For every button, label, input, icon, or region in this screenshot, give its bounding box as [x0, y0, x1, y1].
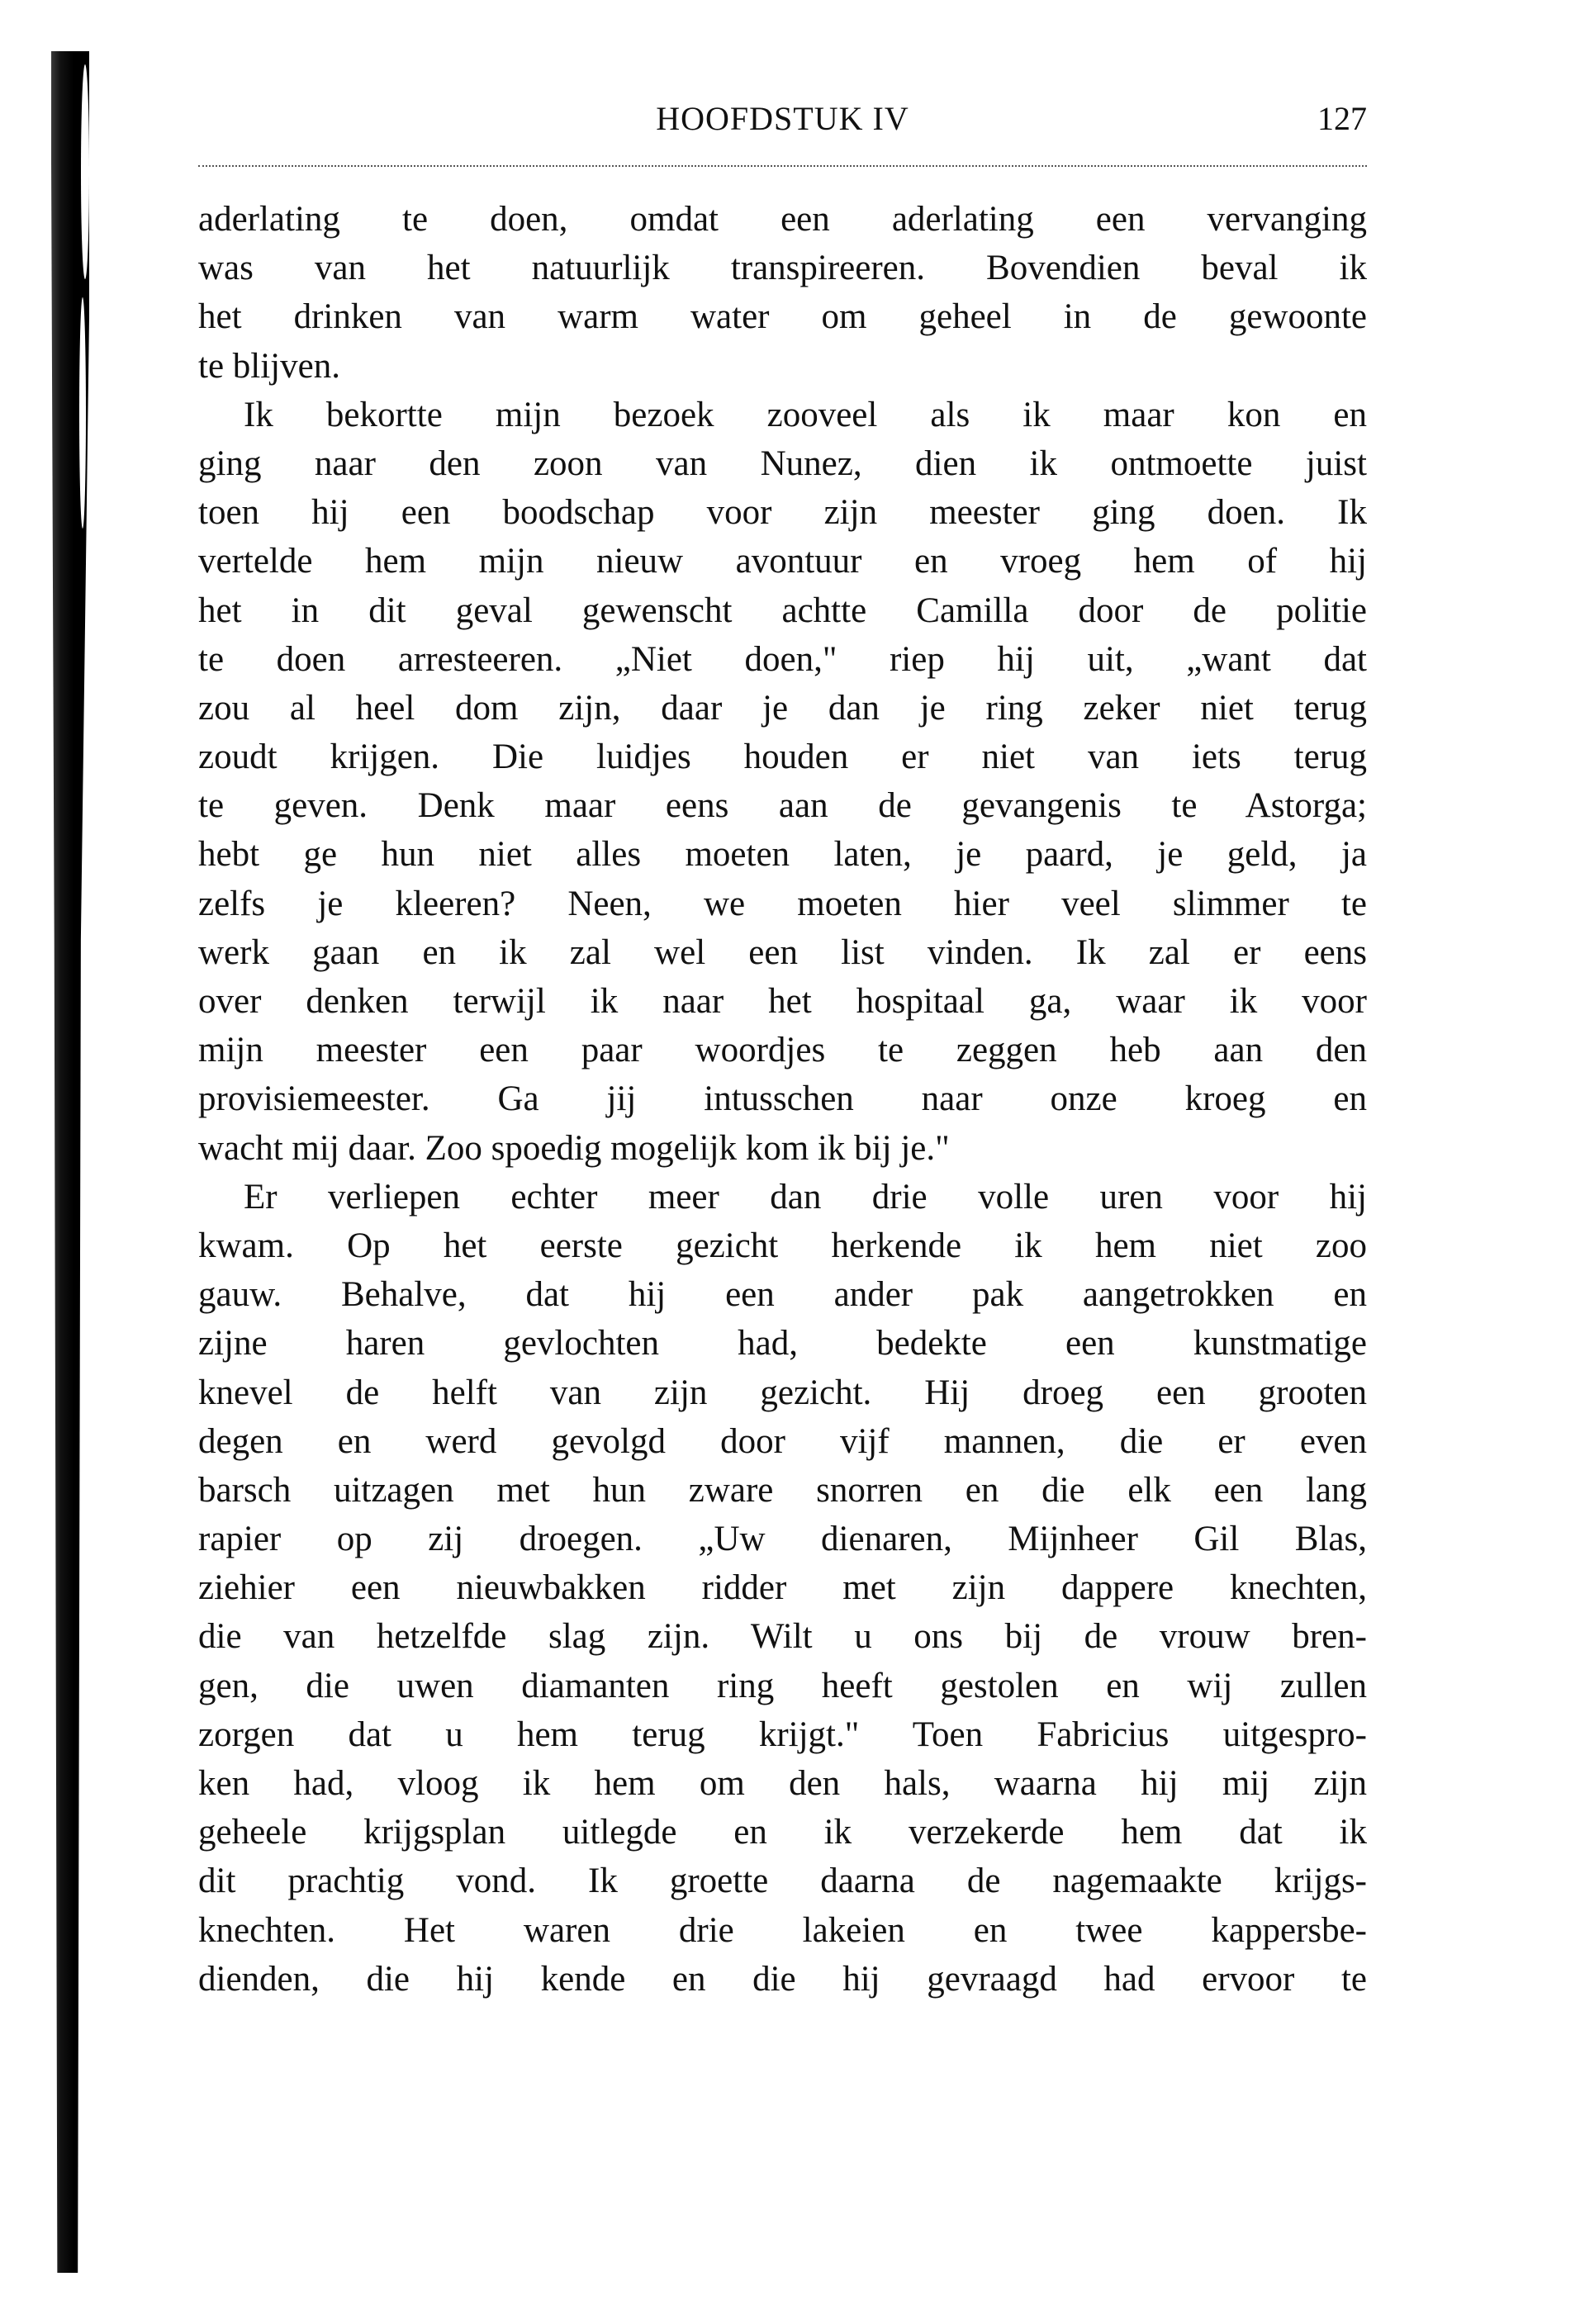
- text-line: zijne haren gevlochten had, bedekte een kunstmatige: [198, 1324, 1367, 1364]
- text-line: toen hij een boodschap voor zijn meester ging doen. Ik: [198, 493, 1367, 533]
- paragraph: [198, 391, 1367, 1173]
- text-line: aderlating te doen, omdat een aderlating een vervanging: [198, 200, 1367, 239]
- text-line: ken had, vloog ik hem om den hals, waarna hij mij zijn: [198, 1764, 1367, 1803]
- text-line: degen en werd gevolgd door vijf mannen, die er even: [198, 1421, 1367, 1461]
- text-line: het in dit geval gewenscht achtte Camilla door de politie: [198, 590, 1367, 630]
- text-line: zou al heel dom zijn, daar je dan je ring zeker niet terug: [198, 688, 1367, 728]
- binding-highlight: [81, 64, 89, 279]
- running-head: [198, 99, 1367, 149]
- binding-highlight: [79, 297, 86, 529]
- text-line: gen, die uwen diamanten ring heeft gestolen en wij zullen: [198, 1666, 1367, 1705]
- text-line: zoudt krijgen. Die luidjes houden er niet van iets terug: [198, 738, 1367, 777]
- text-line: dit prachtig vond. Ik groette daarna de nagemaakte krijgs-: [198, 1862, 1367, 1901]
- text-line: die van hetzelfde slag zijn. Wilt u ons bij de vrouw bren-: [198, 1617, 1367, 1657]
- text-line: Er verliepen echter meer dan drie volle uren voor hij: [244, 1177, 1367, 1217]
- text-line: provisiemeester. Ga jij intusschen naar onze kroeg en: [198, 1079, 1367, 1119]
- text-line: zorgen dat u hem terug krijgt." Toen Fabricius uitgespro-: [198, 1715, 1367, 1754]
- text-line: ziehier een nieuwbakken ridder met zijn dappere knechten,: [198, 1568, 1367, 1608]
- text-line: ging naar den zoon van Nunez, dien ik ontmoette juist: [198, 443, 1367, 483]
- text-line: het drinken van warm water om geheel in de gewoonte: [198, 297, 1367, 337]
- text-line: kwam. Op het eerste gezicht herkende ik hem niet zoo: [198, 1226, 1367, 1265]
- text-line: vertelde hem mijn nieuw avontuur en vroeg hem of hij: [198, 542, 1367, 581]
- text-line: was van het natuurlijk transpireeren. Bovendien beval ik: [198, 249, 1367, 288]
- text-line: te doen arresteeren. „Niet doen," riep hij uit, „want dat: [198, 639, 1367, 679]
- text-line: geheele krijgsplan uitlegde en ik verzekerde hem dat ik: [198, 1813, 1367, 1852]
- text-line: barsch uitzagen met hun zware snorren en die elk een lang: [198, 1470, 1367, 1510]
- text-line: dienden, die hij kende en die hij gevraagd had ervoor te: [198, 1959, 1367, 1999]
- paragraph: [198, 1173, 1367, 2004]
- text-line: wacht mij daar. Zoo spoedig mogelijk kom ik bij je.": [198, 1128, 950, 1168]
- dotted-rule: [198, 165, 1367, 167]
- text-line: werk gaan en ik zal wel een list vinden. Ik zal er eens: [198, 932, 1367, 972]
- text-line: hebt ge hun niet alles moeten laten, je paard, je geld, ja: [198, 835, 1367, 875]
- text-line: over denken terwijl ik naar het hospitaal ga, waar ik voor: [198, 982, 1367, 1021]
- chapter-title: HOOFDSTUK IV: [656, 100, 909, 137]
- text-line: te blijven.: [198, 346, 340, 386]
- text-line: knechten. Het waren drie lakeien en twee kappersbe-: [198, 1910, 1367, 1950]
- text-line: rapier op zij droegen. „Uw dienaren, Mijnheer Gil Blas,: [198, 1520, 1367, 1559]
- text-line: Ik bekortte mijn bezoek zooveel als ik maar kon en: [244, 395, 1367, 434]
- text-line: gauw. Behalve, dat hij een ander pak aangetrokken en: [198, 1275, 1367, 1315]
- paragraph: [198, 195, 1367, 391]
- text-line: mijn meester een paar woordjes te zeggen heb aan den: [198, 1031, 1367, 1070]
- page-number: 127: [1317, 100, 1367, 137]
- text-line: knevel de helft van zijn gezicht. Hij droeg een grooten: [198, 1373, 1367, 1412]
- text-line: te geven. Denk maar eens aan de gevangenis te Astorga;: [198, 786, 1367, 826]
- text-line: zelfs je kleeren? Neen, we moeten hier veel slimmer te: [198, 884, 1367, 923]
- body-text: [198, 195, 1367, 2004]
